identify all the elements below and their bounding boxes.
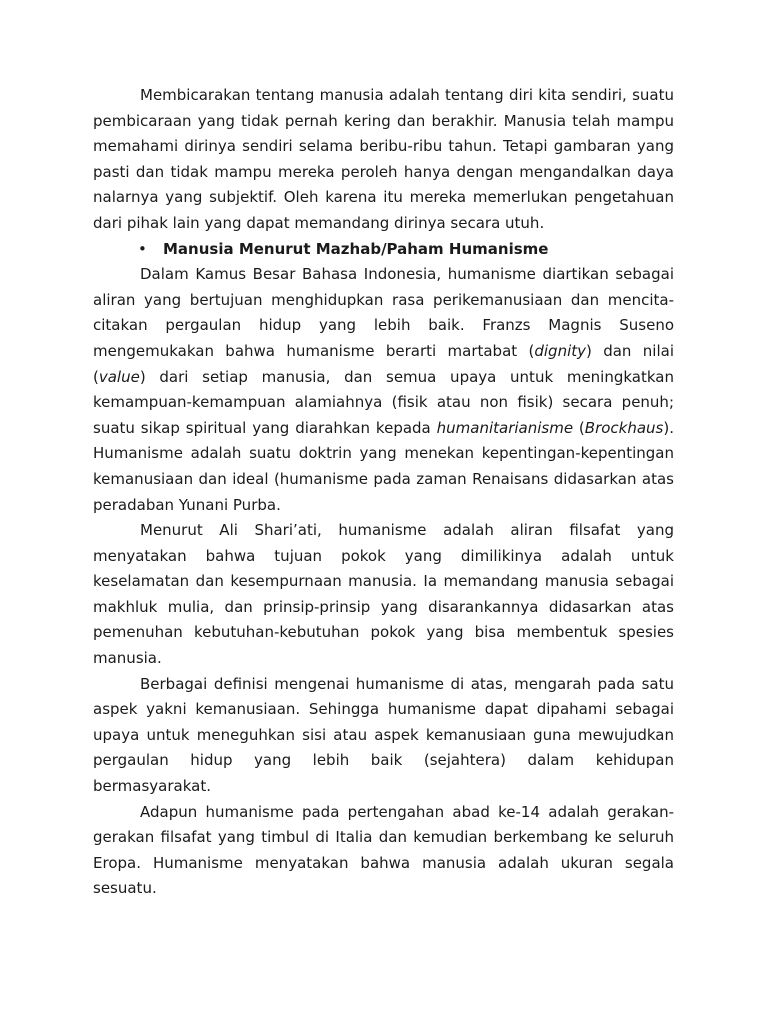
text-segment: ). Humanisme adalah suatu doktrin yang menekan kepentingan-kepentingan kemanusiaan dan ideal (humanisme pada zaman Renaisans didasarkan atas peradaban Yunani Purba. <box>93 418 674 514</box>
bullet-icon: • <box>138 239 147 258</box>
text-segment: ) dari setiap manusia, dan semua upaya untuk meningkatkan kemampuan-kemampuan alamiahnya (fisik atau non fisik) secara penuh; suatu sikap spiritual yang diarahkan kepada <box>93 367 674 437</box>
paragraph-14th-century: Adapun humanisme pada pertengahan abad ke-14 adalah gerakan-gerakan filsafat yang timbul di Italia dan kemudian berkembang ke seluruh Eropa. Humanisme menyatakan bahwa manusia adalah ukuran segala sesuatu. <box>93 802 674 898</box>
paragraph-ali-shariati: Menurut Ali Shari’ati, humanisme adalah aliran filsafat yang menyatakan bahwa tujuan pokok yang dimilikinya adalah untuk keselamatan dan kesempurnaan manusia. Ia memandang manusia sebagai makhluk mulia, dan prinsip-prinsip yang disarankannya didasarkan atas pemenuhan kebutuhan-kebutuhan pokok yang bisa membentuk spesies manusia. <box>93 521 674 668</box>
document-page <box>93 83 674 902</box>
text-segment: ) dan nilai ( <box>93 341 674 386</box>
paragraph-definitions-summary: Berbagai definisi mengenai humanisme di atas, mengarah pada satu aspek yakni kemanusiaan. Sehingga humanisme dapat dipahami sebagai upaya untuk meneguhkan sisi atau aspek kemanusiaan guna mewujudkan pergaulan hidup yang lebih baik (sejahtera) dalam kehidupan bermasyarakat. <box>93 674 674 796</box>
italic-term-dignity: dignity <box>534 341 587 360</box>
section-heading <box>93 237 674 263</box>
paragraph-intro: Membicarakan tentang manusia adalah tentang diri kita sendiri, suatu pembicaraan yang tidak pernah kering dan berakhir. Manusia telah mampu memahami dirinya sendiri selama beribu-ribu tahun. Tetapi gambaran yang pasti dan tidak mampu mereka peroleh hanya dengan mengandalkan daya nalarnya yang subjektif. Oleh karena itu mereka memerlukan pengetahuan dari pihak lain yang dapat memandang dirinya secara utuh. <box>93 86 674 232</box>
italic-term-brockhaus: Brockhaus <box>584 418 664 437</box>
italic-term-humanitarianisme: humanitarianisme <box>436 418 574 437</box>
paragraph-kbbi-definition <box>93 262 674 518</box>
section-heading-text: Manusia Menurut Mazhab/Paham Humanisme <box>163 239 549 258</box>
text-segment: Dalam Kamus Besar Bahasa Indonesia, humanisme diartikan sebagai aliran yang bertujuan menghidupkan rasa perikemanusiaan dan mencita-citakan pergaulan hidup yang lebih baik. Franzs Magnis Suseno mengemukakan bahwa humanisme berarti martabat ( <box>93 265 674 360</box>
text-segment: ( <box>573 418 585 437</box>
italic-term-value: value <box>98 367 140 386</box>
